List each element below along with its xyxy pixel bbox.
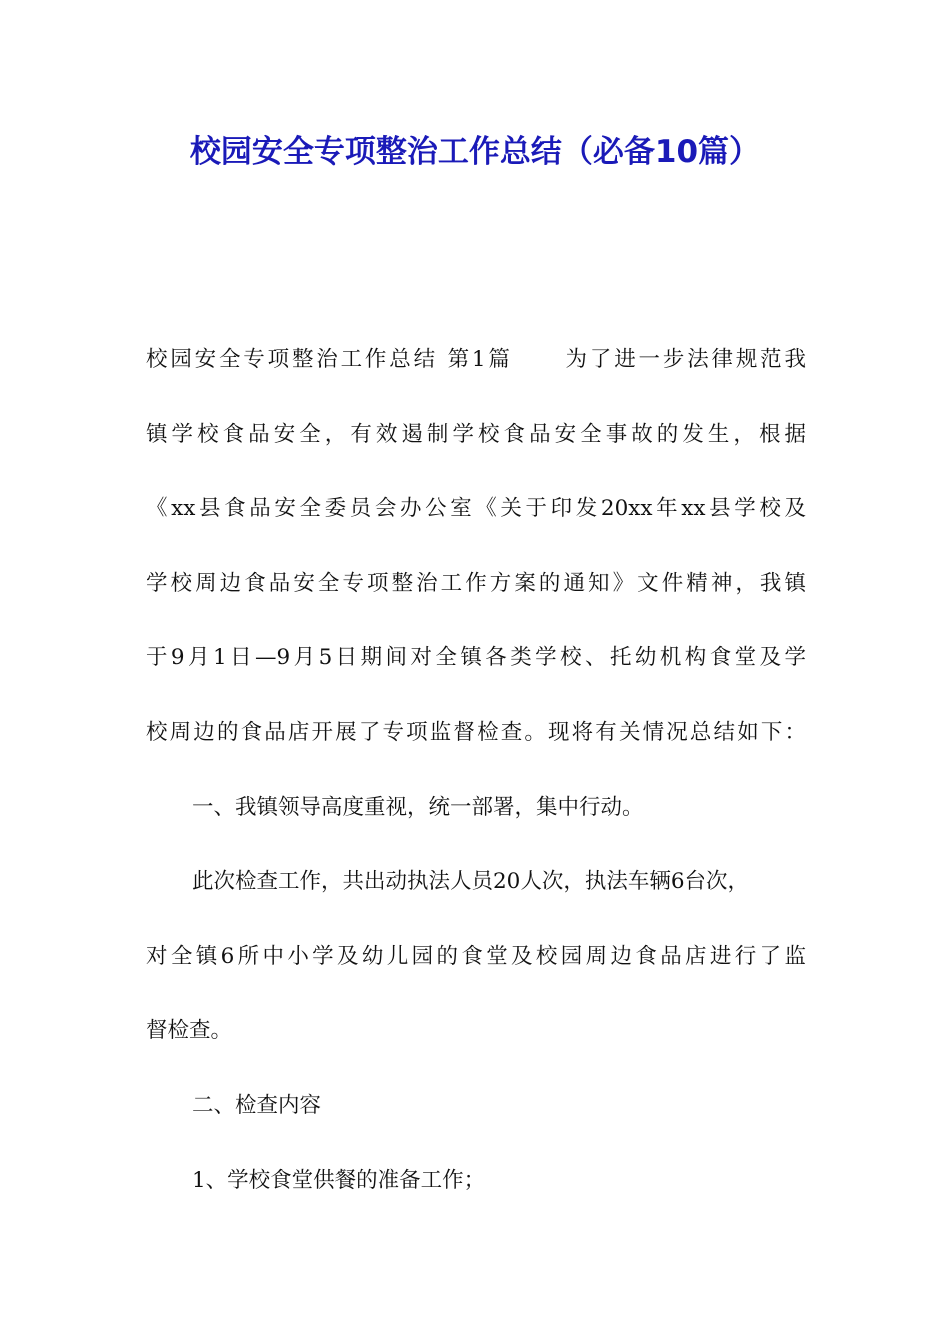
paragraph-line-9: 对全镇6所中小学及幼儿园的食堂及校园周边食品店进行了监 bbox=[146, 944, 806, 969]
document-title: 校园安全专项整治工作总结（必备10篇） bbox=[189, 134, 761, 170]
paragraph-line-4: 学校周边食品安全专项整治工作方案的通知》文件精神，我镇 bbox=[146, 571, 806, 596]
paragraph-line-6: 校周边的食品店开展了专项监督检查。现将有关情况总结如下： bbox=[146, 720, 806, 745]
paragraph-line-3: 《xx县食品安全委员会办公室《关于印发20xx年xx县学校及 bbox=[146, 496, 806, 521]
paragraph-line-1 bbox=[146, 343, 806, 377]
paragraph-line-5: 于9月1日—9月5日期间对全镇各类学校、托幼机构食堂及学 bbox=[146, 645, 806, 670]
paragraph-line-2: 镇学校食品安全，有效遏制学校食品安全事故的发生，根据 bbox=[146, 422, 806, 447]
section-heading-one: 一、我镇领导高度重视，统一部署，集中行动。 bbox=[192, 795, 644, 820]
paragraph-line-10: 督检查。 bbox=[146, 1018, 233, 1043]
list-item-1: 1、学校食堂供餐的准备工作； bbox=[192, 1168, 486, 1193]
section-heading: 校园安全专项整治工作总结 第1篇 bbox=[146, 347, 513, 372]
paragraph-line-8: 此次检查工作，共出动执法人员20人次，执法车辆6台次， bbox=[192, 869, 750, 894]
paragraph-text: 为了进一步法律规范我 bbox=[562, 347, 806, 372]
section-heading-two: 二、检查内容 bbox=[192, 1093, 322, 1118]
